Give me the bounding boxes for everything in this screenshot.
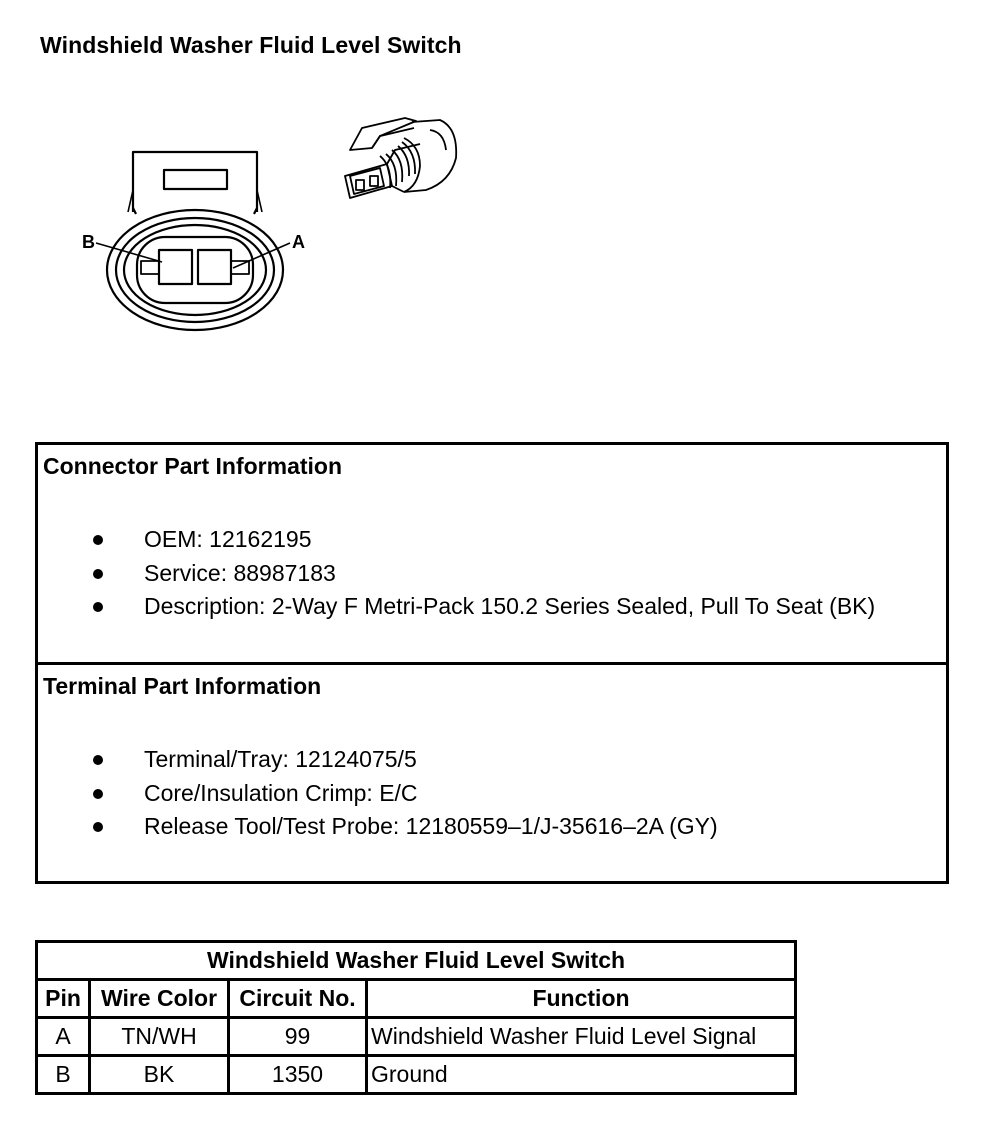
bullet-icon xyxy=(93,602,103,612)
cell-wire-color: TN/WH xyxy=(90,1018,229,1056)
connector-face-view xyxy=(96,152,290,330)
cell-wire-color: BK xyxy=(90,1056,229,1094)
terminal-part-heading: Terminal Part Information xyxy=(43,673,322,699)
bullet-icon xyxy=(93,755,103,765)
cell-circuit-no: 99 xyxy=(229,1018,367,1056)
bullet-icon xyxy=(93,535,103,545)
cell-function: Windshield Washer Fluid Level Signal xyxy=(367,1018,796,1056)
part-information-box xyxy=(35,442,949,884)
header-circuit-no: Circuit No. xyxy=(229,980,367,1018)
cell-pin: A xyxy=(37,1018,90,1056)
header-wire-color: Wire Color xyxy=(90,980,229,1018)
table-header-row xyxy=(37,980,796,1018)
cell-function: Ground xyxy=(367,1056,796,1094)
cell-pin: B xyxy=(37,1056,90,1094)
pinout-table xyxy=(35,940,797,1095)
terminal-part-section: Terminal Part Information Terminal/Tray: 12124075/5 Core/Insulation Crimp: E/C Release Tool/Test Probe: 12180559–1/J-35616–2A (GY) xyxy=(43,673,718,839)
header-pin: Pin xyxy=(37,980,90,1018)
bullet-icon xyxy=(93,789,103,799)
connector-part-heading: Connector Part Information xyxy=(43,453,343,479)
table-row xyxy=(37,1056,796,1094)
bullet-icon xyxy=(93,822,103,832)
pin-b-label: B xyxy=(82,232,95,252)
bullet-icon xyxy=(93,569,103,579)
table-row xyxy=(37,1018,796,1056)
header-function: Function xyxy=(367,980,796,1018)
cell-circuit-no: 1350 xyxy=(229,1056,367,1094)
connector-illustration xyxy=(0,0,520,360)
page-title: Windshield Washer Fluid Level Switch xyxy=(40,32,462,58)
connector-part-section: Connector Part Information OEM: 12162195 Service: 88987183 Description: 2-Way F Metri-Pack 150.2 Series Sealed, Pull To Seat (BK) xyxy=(43,453,876,619)
pin-a-label: A xyxy=(292,232,305,252)
connector-isometric-view xyxy=(345,118,456,198)
pinout-table-title: Windshield Washer Fluid Level Switch xyxy=(37,942,796,980)
